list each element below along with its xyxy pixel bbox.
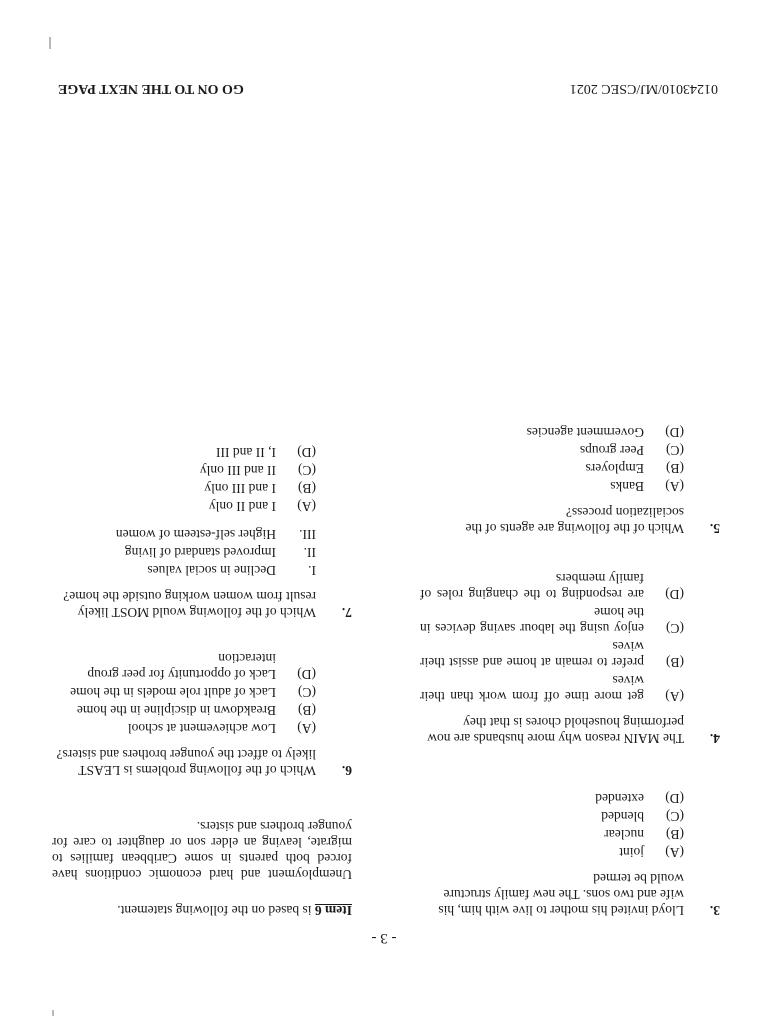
question-7 [52, 444, 352, 620]
option-c[interactable] [420, 442, 684, 458]
question-number: 4. [709, 731, 720, 746]
option-b[interactable] [52, 702, 316, 718]
option-a[interactable] [52, 498, 316, 514]
scan-mark [52, 1010, 54, 1016]
option-letter: (D) [297, 445, 316, 460]
option-letter: (A) [665, 689, 684, 704]
left-column [420, 394, 720, 918]
option-letter: (C) [298, 463, 316, 478]
next-page-instruction: GO ON TO THE NEXT PAGE [58, 81, 244, 96]
option-letter: (B) [666, 827, 684, 842]
item-note-text: is based on the following statement. [117, 903, 312, 918]
question-3 [420, 790, 720, 918]
statement-item [52, 562, 316, 578]
option-d[interactable] [52, 444, 316, 460]
option-text: I, II and III [216, 445, 276, 460]
option-b[interactable] [420, 638, 684, 670]
option-text: nuclear [604, 827, 644, 842]
item-note [52, 902, 352, 918]
option-text: enjoy using the labour saving devices in the home [420, 605, 644, 636]
option-letter: (B) [666, 655, 684, 670]
option-d[interactable] [420, 790, 684, 806]
statement-numeral: II. [303, 545, 316, 560]
statement-text: Unemployment and hard economic conditions have forced both parents in some Caribbean families to migrate, leaving an elder son or daughter to care for younger brothers and sisters. [52, 819, 352, 882]
right-column [52, 414, 352, 918]
option-text: I and III only [204, 481, 276, 496]
option-letter: (B) [298, 481, 316, 496]
option-text: get more time off from work than their wives [420, 673, 644, 704]
option-c[interactable] [52, 684, 316, 700]
option-text: Low achievement at school [127, 721, 276, 736]
option-letter: (C) [298, 685, 316, 700]
option-text: Employers [585, 461, 644, 476]
option-a[interactable] [420, 672, 684, 704]
option-text: Lack of opportunity for peer group interaction [87, 651, 276, 682]
question-stem: The MAIN reason why more husbands are now performing household chores is that they [427, 715, 684, 746]
option-letter: (B) [666, 461, 684, 476]
option-letter: (A) [665, 479, 684, 494]
option-letter: (C) [666, 443, 684, 458]
option-text: blended [601, 809, 644, 824]
statement-numeral: III. [299, 527, 316, 542]
option-text: I and II only [208, 499, 276, 514]
option-a[interactable] [420, 478, 684, 494]
item-reference: Item 6 [314, 903, 352, 918]
option-letter: (D) [665, 425, 684, 440]
option-text: Breakdown in discipline in the home [76, 703, 276, 718]
statement-text: Decline in social values [147, 563, 276, 578]
option-letter: (C) [666, 621, 684, 636]
question-number: 7. [341, 605, 352, 620]
option-b[interactable] [420, 826, 684, 842]
option-a[interactable] [420, 844, 684, 860]
option-text: are responding to the changing roles of family members [420, 571, 644, 602]
option-text: Peer groups [579, 443, 644, 458]
option-c[interactable] [420, 808, 684, 824]
option-b[interactable] [420, 460, 684, 476]
option-text: II and III only [199, 463, 276, 478]
question-number: 5. [709, 521, 720, 536]
option-letter: (D) [665, 587, 684, 602]
statement-item [52, 544, 316, 560]
option-d[interactable] [52, 650, 316, 682]
question-stem: Lloyd invited his mother to live with him, his wife and two sons. The new family structure would be termed [438, 871, 684, 918]
question-6 [52, 650, 352, 778]
option-letter: (A) [297, 721, 316, 736]
option-c[interactable] [52, 462, 316, 478]
statement-text: Higher self-esteem of women [115, 527, 276, 542]
statement-text: Improved standard of living [124, 545, 276, 560]
question-stem: Which of the following problems is LEAST likely to affect the younger brothers and sisters? [56, 747, 316, 778]
page-number: - 3 - [371, 930, 397, 946]
option-c[interactable] [420, 604, 684, 636]
option-text: prefer to remain at home and assist their wives [420, 639, 644, 670]
option-letter: (C) [666, 809, 684, 824]
paper-code: 01243010/MJ/CSEC 2021 [569, 81, 718, 96]
scan-mark [49, 37, 51, 49]
question-stem: Which of the following would MOST likely result from women working outside the home? [63, 589, 316, 620]
option-letter: (A) [297, 499, 316, 514]
question-4 [420, 570, 720, 746]
option-d[interactable] [420, 424, 684, 440]
option-text: extended [595, 791, 644, 806]
question-5 [420, 424, 720, 536]
option-letter: (D) [665, 791, 684, 806]
option-d[interactable] [420, 570, 684, 602]
question-number: 6. [341, 763, 352, 778]
question-stem: Which of the following are agents of the socialization process? [465, 505, 684, 536]
statement-item [52, 526, 316, 542]
option-b[interactable] [52, 480, 316, 496]
option-text: Government agencies [526, 425, 644, 440]
option-a[interactable] [52, 720, 316, 736]
option-letter: (A) [665, 845, 684, 860]
option-letter: (D) [297, 667, 316, 682]
option-text: joint [619, 845, 644, 860]
option-text: Lack of adult role models in the home [70, 685, 276, 700]
statement-numeral: I. [308, 563, 316, 578]
option-text: Banks [610, 479, 644, 494]
statement-list [52, 526, 316, 578]
option-letter: (B) [298, 703, 316, 718]
question-number: 3. [709, 903, 720, 918]
